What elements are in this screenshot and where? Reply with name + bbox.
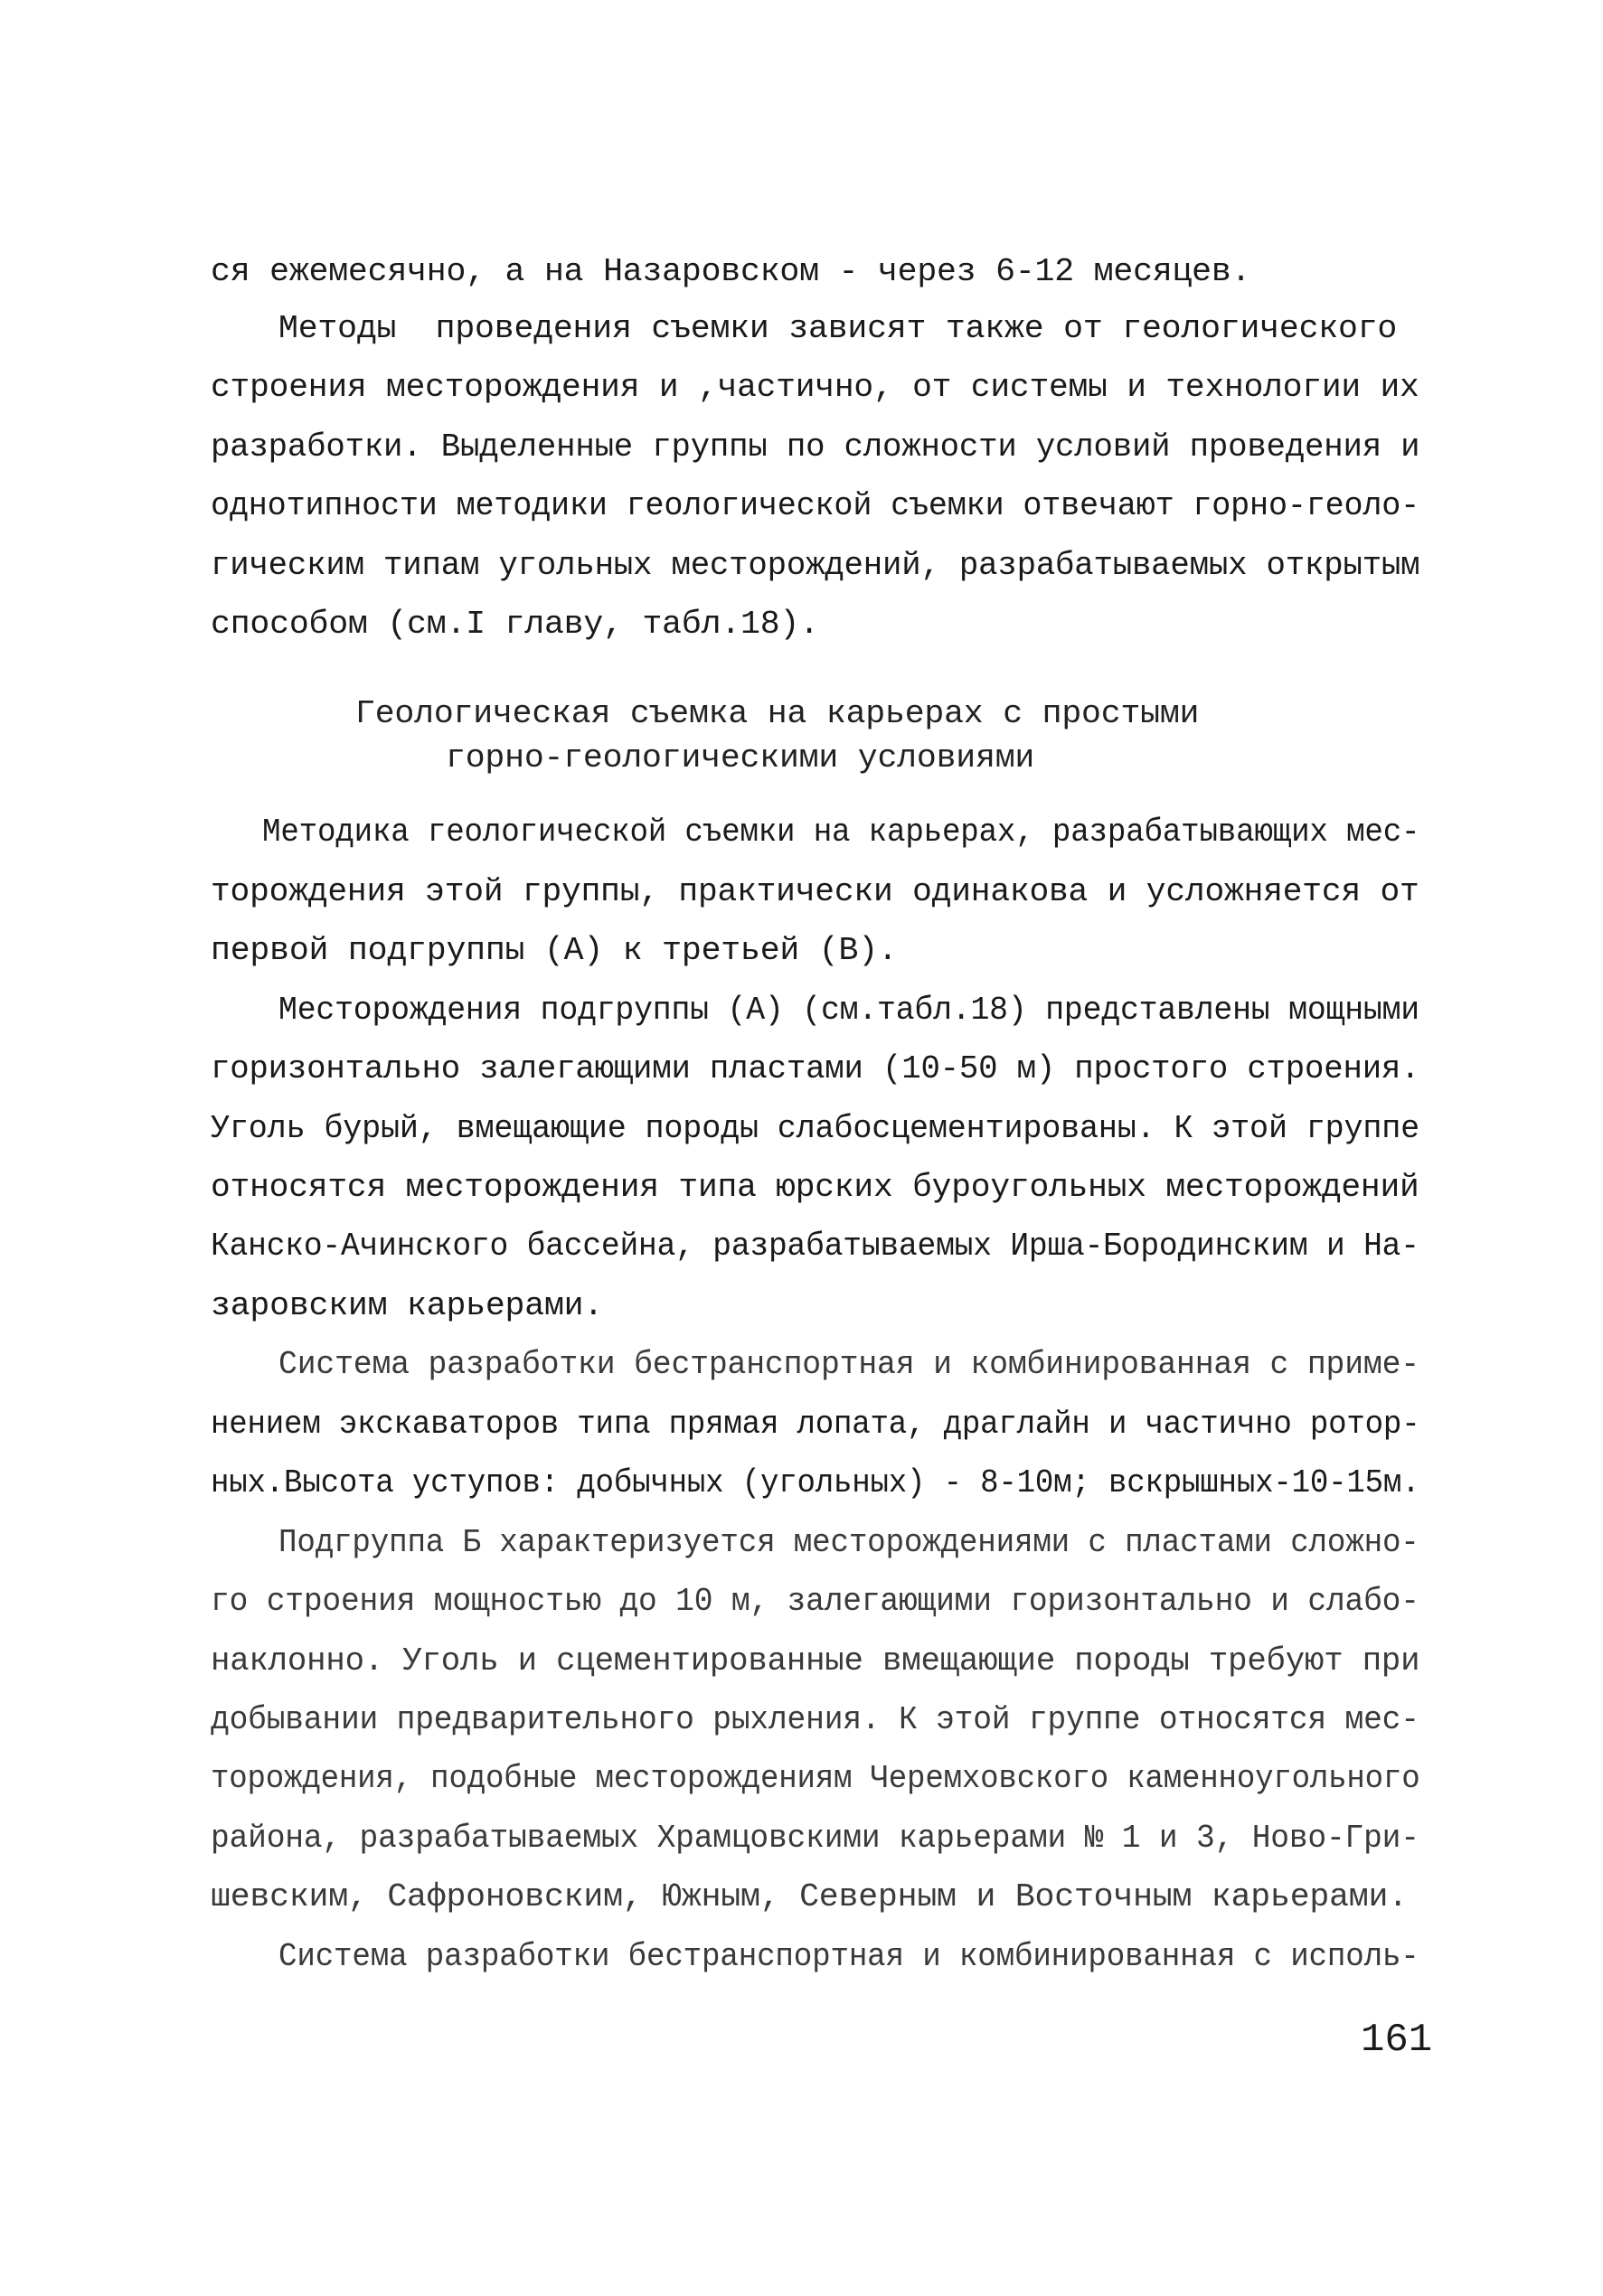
text-line: торождения этой группы, практически одинакова и усложняется от bbox=[211, 873, 1419, 910]
text-line: добывании предварительного рыхления. К этой группе относятся мес- bbox=[211, 1701, 1419, 1738]
text-line: гическим типам угольных месторождений, разрабатываемых открытым bbox=[211, 547, 1420, 584]
text-line: Система разработки бестранспортная и комбинированная с исполь- bbox=[278, 1938, 1419, 1975]
text-line: относятся месторождения типа юрских буроугольных месторождений bbox=[211, 1169, 1419, 1206]
text-line: Месторождения подгруппы (А) (см.табл.18) представлены мощными bbox=[278, 992, 1419, 1029]
text-line: района, разрабатываемых Храмцовскими карьерами № 1 и 3, Ново-Гри- bbox=[211, 1820, 1419, 1857]
text-line: разработки. Выделенные группы по сложности условий проведения и bbox=[211, 428, 1420, 466]
text-line: Канско-Ачинского бассейна, разрабатываемых Ирша-Бородинским и На- bbox=[211, 1228, 1419, 1265]
heading-line: горно-геологическими условиями bbox=[446, 739, 1035, 776]
text-line: торождения, подобные месторождениям Черемховского каменноугольного bbox=[211, 1760, 1420, 1797]
text-line: Методика геологической съемки на карьерах, разрабатывающих мес- bbox=[262, 814, 1420, 851]
text-line: наклонно. Уголь и сцементированные вмещающие породы требуют при bbox=[211, 1642, 1420, 1680]
page-number: 161 bbox=[1361, 2018, 1433, 2063]
heading-line: Геологическая съемка на карьерах с простыми bbox=[355, 695, 1200, 732]
text-line: способом (см.I главу, табл.18). bbox=[211, 606, 819, 643]
text-line: Уголь бурый, вмещающие породы слабосцементированы. К этой группе bbox=[211, 1110, 1420, 1147]
text-line: заровским карьерами. bbox=[211, 1287, 604, 1324]
text-line: Методы проведения съемки зависят также от геологического bbox=[278, 310, 1398, 347]
text-line: ся ежемесячно, а на Назаровском - через 6-12 месяцев. bbox=[211, 253, 1251, 290]
text-line: нением экскаваторов типа прямая лопата, драглайн и частично ротор- bbox=[211, 1406, 1420, 1443]
text-line: шевским, Сафроновским, Южным, Северным и Восточным карьерами. bbox=[211, 1878, 1408, 1915]
text-line: горизонтально залегающими пластами (10-50 м) простого строения. bbox=[211, 1050, 1420, 1087]
text-line: Система разработки бестранспортная и комбинированная с приме- bbox=[278, 1346, 1419, 1383]
text-line: ных.Высота уступов: добычных (угольных) - 8-10м; вскрышных-10-15м. bbox=[211, 1464, 1420, 1501]
text-line: первой подгруппы (А) к третьей (В). bbox=[211, 932, 898, 969]
text-line: строения месторождения и ,частично, от системы и технологии их bbox=[211, 369, 1419, 406]
text-line: го строения мощностью до 10 м, залегающими горизонтально и слабо- bbox=[211, 1583, 1419, 1620]
text-line: Подгруппа Б характеризуется месторождениями с пластами сложно- bbox=[278, 1524, 1419, 1561]
text-line: однотипности методики геологической съемки отвечают горно-геоло- bbox=[211, 487, 1420, 524]
